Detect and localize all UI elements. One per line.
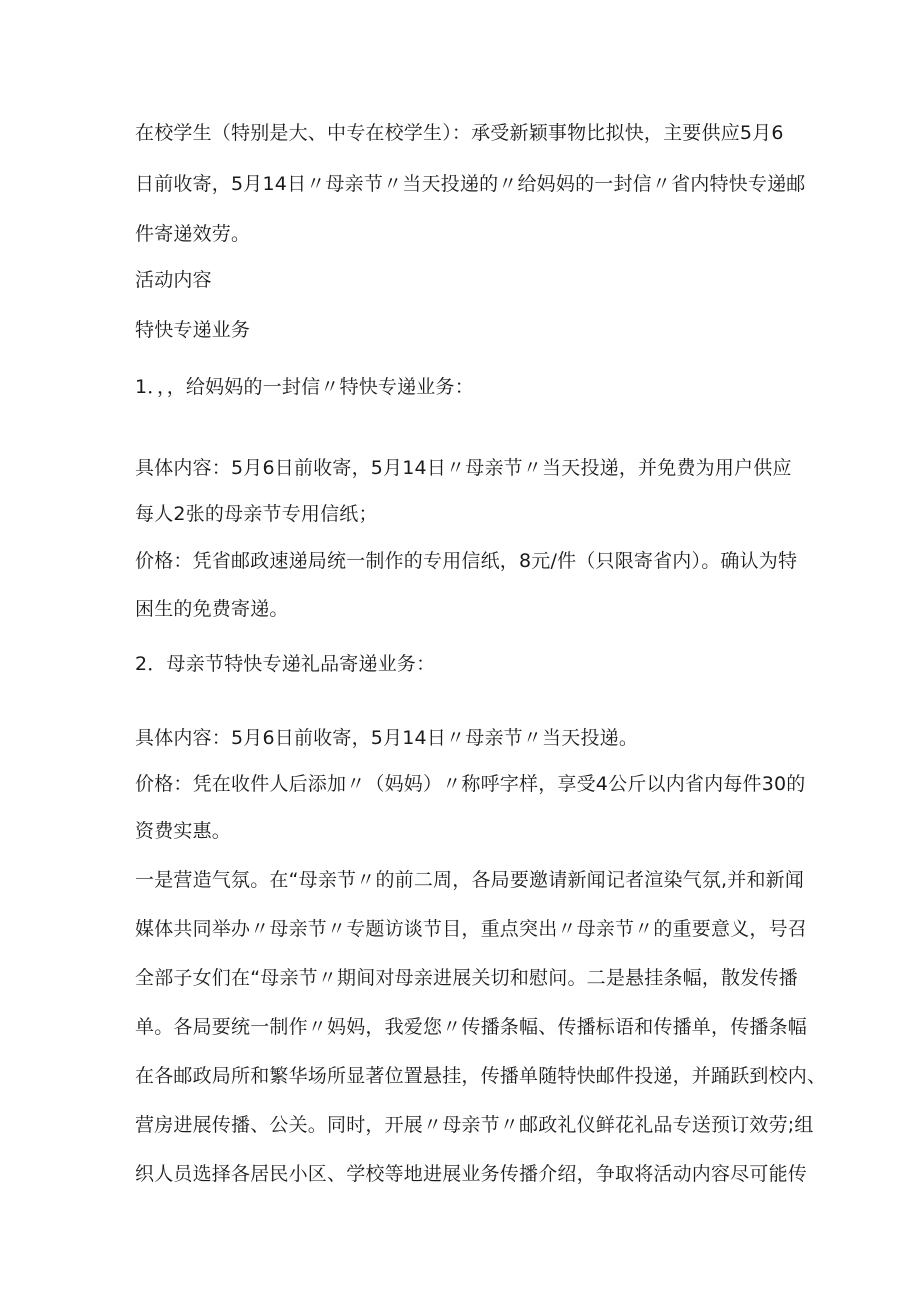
text-line-1: 在校学生（特别是大、中专在校学生）：承受新颖事物比拟快，主要供应5月6: [135, 122, 784, 144]
text-line-3: 件寄递效劳。: [135, 223, 251, 245]
text-line-10: 困生的免费寄递。: [135, 598, 289, 620]
text-line-16: 媒体共同举办〃母亲节〃专题访谈节目，重点突出〃母亲节〃的重要意义，号召: [135, 918, 808, 940]
text-line-12: 具体内容：5月6日前收寄，5月14日〃母亲节〃当天投递。: [135, 727, 639, 749]
item-heading-1: 1．，，给妈妈的一封信〃特快专递业务：: [135, 376, 474, 398]
text-line-14: 资费实惠。: [135, 820, 232, 842]
section-heading-activity-content: 活动内容: [135, 269, 212, 291]
text-line-15: 一是营造气氛。在“母亲节〃的前二周，各局要邀请新闻记者渲染气氛,并和新闻: [135, 869, 805, 891]
section-heading-express-business: 特快专递业务: [135, 319, 251, 341]
text-line-9: 价格：凭省邮政速递局统一制作的专用信纸，8元/件（只限寄省内）。确认为特: [135, 550, 798, 572]
item-heading-2: 2．母亲节特快专递礼品寄递业务：: [135, 653, 436, 675]
text-line-2: 日前收寄，5月14日〃母亲节〃当天投递的〃给妈妈的一封信〃省内特快专递邮: [135, 173, 806, 195]
text-line-19: 在各邮政局所和繁华场所显著位置悬挂，传播单随特快邮件投递，并踊跃到校内、: [135, 1065, 827, 1087]
text-line-21: 织人员选择各居民小区、学校等地进展业务传播介绍，争取将活动内容尽可能传: [135, 1163, 808, 1185]
text-line-17: 全部子女们在“母亲节〃期间对母亲进展关切和慰问。二是悬挂条幅，散发传播: [135, 967, 798, 989]
text-line-7: 具体内容：5月6日前收寄，5月14日〃母亲节〃当天投递，并免费为用户供应: [135, 457, 792, 479]
text-line-18: 单。各局要统一制作〃妈妈，我爱您〃传播条幅、传播标语和传播单，传播条幅: [135, 1016, 808, 1038]
text-line-13: 价格：凭在收件人后添加〃（妈妈）〃称呼字样，享受4公斤以内省内每件30的: [135, 773, 806, 795]
text-line-8: 每人2张的母亲节专用信纸；: [135, 503, 378, 525]
text-line-20: 营房进展传播、公关。同时，开展〃母亲节〃邮政礼仪鲜花礼品专送预订效劳;组: [135, 1114, 814, 1136]
